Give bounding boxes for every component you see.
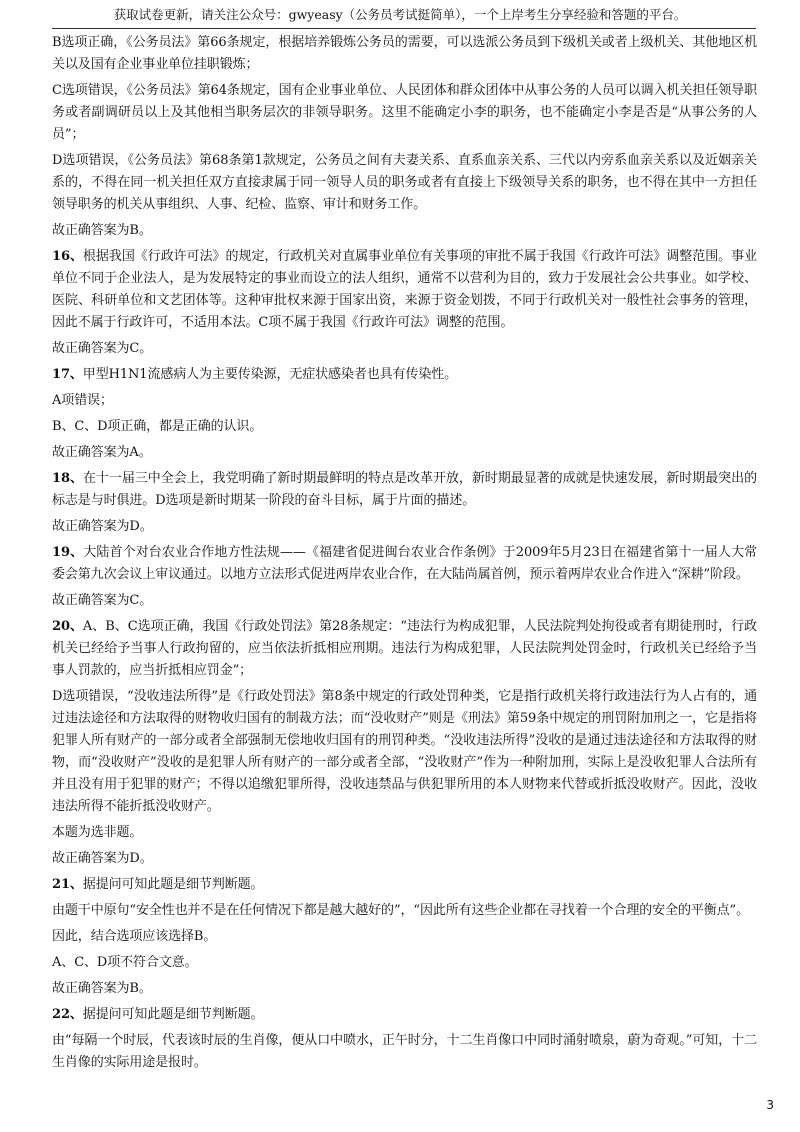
paragraph-text: 由题干中原句“安全性也并不是在任何情况下都是越大越好的”，“因此所有这些企业都在寻找着一个合理的安全的平衡点”。: [52, 903, 749, 918]
question-number: 18、: [52, 471, 83, 486]
page-number: 3: [766, 1098, 774, 1112]
paragraph-text: 故正确答案为D。: [52, 519, 153, 534]
question-paragraph: [52, 874, 757, 896]
answer-paragraph: [52, 978, 757, 1000]
answer-paragraph: [52, 926, 757, 948]
paragraph-text: 据提问可知此题是细节判断题。: [82, 877, 264, 892]
answer-paragraph: [52, 590, 757, 612]
paragraph-text: A、B、C选项正确，我国《行政处罚法》第28条规定：“违法行为构成犯罪，人民法院判处拘役或者有期徒刑时，行政机关已经给予当事人行政拘留的，应当依法折抵相应刑期。违法行为构成犯罪，人民法院判处罚金时，行政机关已经给予当事人罚款的，应当折抵相应罚金”；: [52, 619, 757, 678]
answer-paragraph: [52, 822, 757, 844]
document-body: [52, 32, 757, 1078]
header-text: 获取试卷更新，请关注公众号：gwyeasy（公务员考试挺简单），一个上岸考生分享经验和答题的平台。: [113, 7, 687, 22]
paragraph-text: 故正确答案为A。: [52, 445, 152, 460]
paragraph-text: D选项错误，“没收违法所得”是《行政处罚法》第8条中规定的行政处罚种类，它是指行政机关将行政违法行为人占有的，通过违法途径和方法取得的财物收归国有的制裁方法；而“没收财产”则是《刑法》第59条中规定的刑罚附加刑之一，它是指将犯罪人所有财产的一部分或者全部强制无偿地收归国有的刑罚种类。“没收违法所得”没收的是通过违法途径和方法取得的财物，而“没收财产”没收的是犯罪人所有财产的一部分或者全部，“没收财产”作为一种附加刑，实际上是没收犯罪人合法所有并且没有用于犯罪的财产；不得以追缴犯罪所得，没收违禁品与供犯罪所用的本人财物来代替或折抵没收财产。因此，没收违法所得不能折抵没收财产。: [52, 689, 757, 814]
paragraph-text: C选项错误，《公务员法》第64条规定，国有企业事业单位、人民团体和群众团体中从事公务的人员可以调入机关担任领导职务或者副调研员以上及其他相当职务层次的非领导职务。这里不能确定小李的职务，也不能确定小李是否是“从事公务的人员”；: [52, 83, 757, 142]
answer-paragraph: [52, 416, 757, 438]
question-number: 19、: [52, 545, 84, 560]
question-paragraph: [52, 364, 757, 386]
paragraph-text: 甲型H1N1流感病人为主要传染源，无症状感染者也具有传染性。: [82, 367, 458, 382]
paragraph-text: A、C、D项不符合文意。: [52, 955, 198, 970]
paragraph-text: 故正确答案为D。: [52, 851, 153, 866]
page-header: [0, 6, 800, 24]
paragraph-text: 因此，结合选项应该选择B。: [52, 929, 217, 944]
question-paragraph: [52, 468, 757, 512]
answer-paragraph: [52, 516, 757, 538]
answer-paragraph: [52, 80, 757, 146]
question-number: 20、: [52, 619, 83, 634]
answer-paragraph: [52, 848, 757, 870]
question-number: 22、: [52, 1007, 83, 1022]
question-paragraph: [52, 616, 757, 682]
paragraph-text: 本题为选非题。: [52, 825, 143, 840]
paragraph-text: 在十一届三中全会上，我党明确了新时期最鲜明的特点是改革开放，新时期最显著的成就是快速发展，新时期最突出的标志是与时俱进。D选项是新时期某一阶段的奋斗目标，属于片面的描述。: [52, 471, 757, 508]
answer-paragraph: [52, 952, 757, 974]
paragraph-text: A项错误；: [52, 393, 113, 408]
paragraph-text: D选项错误，《公务员法》第68条第1款规定，公务员之间有夫妻关系、直系血亲关系、三代以内旁系血亲关系以及近姻亲关系的，不得在同一机关担任双方直接隶属于同一领导人员的职务或者有直接上下级领导关系的职务，也不得在其中一方担任领导职务的机关从事组织、人事、纪检、监察、审计和财务工作。: [52, 153, 757, 212]
answer-paragraph: [52, 220, 757, 242]
question-number: 16、: [52, 249, 83, 264]
paragraph-text: 根据我国《行政许可法》的规定，行政机关对直属事业单位有关事项的审批不属于我国《行政许可法》调整范围。事业单位不同于企业法人，是为发展特定的事业而设立的法人组织，通常不以营利为目的，致力于发展社会公共事业。如学校、医院、科研单位和文艺团体等。这种审批权来源于国家出资，来源于资金划拨，不同于行政机关对一般性社会事务的管理，因此不属于行政许可，不适用本法。C项不属于我国《行政许可法》调整的范围。: [52, 249, 757, 330]
answer-paragraph: [52, 390, 757, 412]
paragraph-text: 故正确答案为C。: [52, 341, 153, 356]
question-paragraph: [52, 246, 757, 334]
question-number: 17、: [52, 367, 83, 382]
paragraph-text: 由“每隔一个时辰，代表该时辰的生肖像，便从口中喷水，正午时分，十二生肖像口中同时涌射喷泉，蔚为奇观。”可知，十二生肖像的实际用途是报时。: [52, 1033, 757, 1070]
paragraph-text: 大陆首个对台农业合作地方性法规——《福建省促进闽台农业合作条例》于2009年5月23日在福建省第十一届人大常委会第九次会议上审议通过。以地方立法形式促进两岸农业合作，在大陆尚属首例，预示着两岸农业合作进入“深耕”阶段。: [52, 545, 758, 582]
paragraph-text: 故正确答案为C。: [52, 593, 153, 608]
answer-paragraph: [52, 442, 757, 464]
paragraph-text: B选项正确，《公务员法》第66条规定，根据培养锻炼公务员的需要，可以选派公务员到下级机关或者上级机关、其他地区机关以及国有企业事业单位挂职锻炼；: [52, 35, 757, 72]
answer-paragraph: [52, 338, 757, 360]
question-number: 21、: [52, 877, 83, 892]
answer-paragraph: [52, 150, 757, 216]
paragraph-text: 故正确答案为B。: [52, 981, 152, 996]
header-divider: [52, 28, 756, 29]
question-paragraph: [52, 1004, 757, 1026]
paragraph-text: 据提问可知此题是细节判断题。: [82, 1007, 264, 1022]
answer-paragraph: [52, 1030, 757, 1074]
answer-paragraph: [52, 32, 757, 76]
answer-paragraph: [52, 900, 757, 922]
question-paragraph: [52, 542, 757, 586]
paragraph-text: 故正确答案为B。: [52, 223, 152, 238]
answer-paragraph: [52, 686, 757, 818]
paragraph-text: B、C、D项正确，都是正确的认识。: [52, 419, 263, 434]
